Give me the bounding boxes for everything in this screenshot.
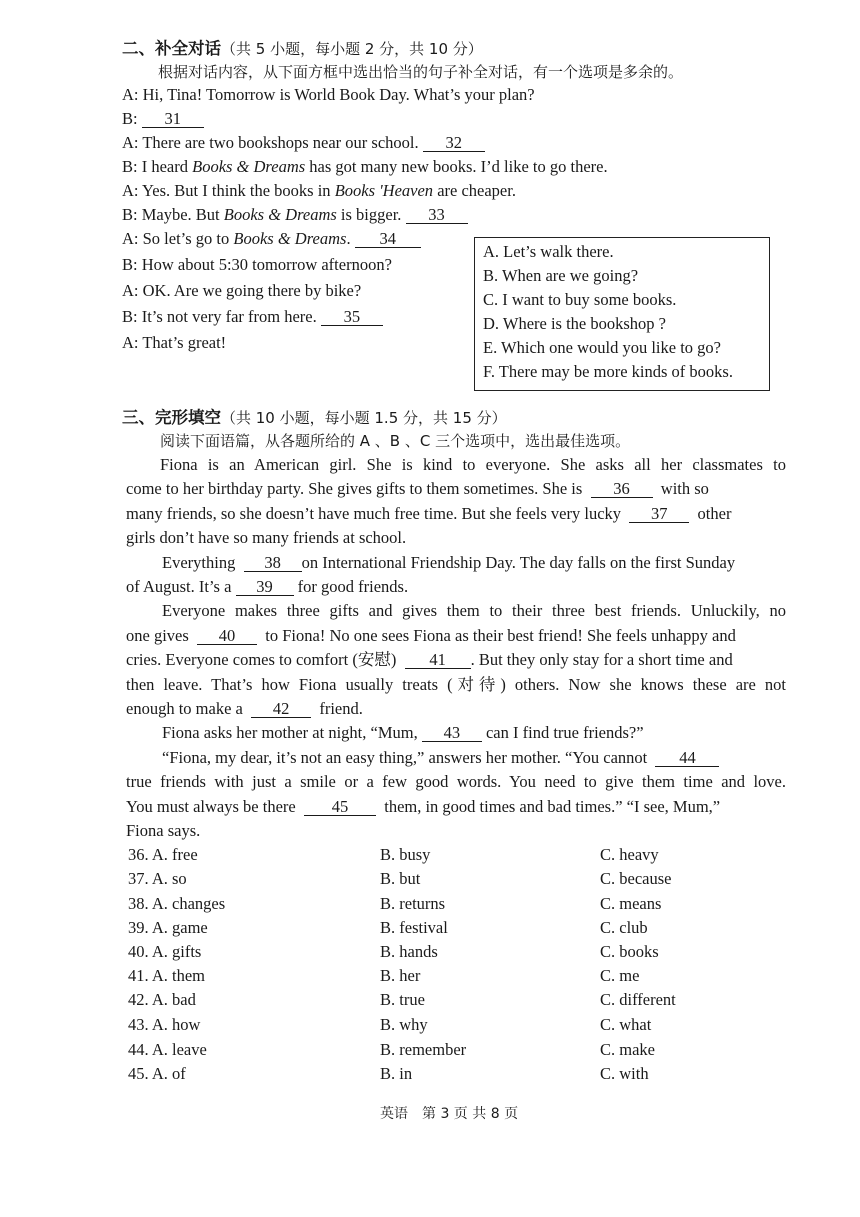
blank-35[interactable]: 35 bbox=[321, 308, 383, 326]
option-36-b[interactable]: B. busy bbox=[380, 845, 431, 864]
section3-meta: （共 10 小题，每小题 1.5 分，共 15 分） bbox=[221, 409, 507, 427]
box-option-f: F. There may be more kinds of books. bbox=[483, 362, 733, 381]
dialogue-line-5: A: Yes. But I think the books in Books 'Heaven are cheaper. bbox=[122, 181, 516, 200]
dialogue-line-4: B: I heard Books & Dreams has got many new books. I’d like to go there. bbox=[122, 157, 608, 176]
option-42-c[interactable]: C. different bbox=[600, 990, 676, 1009]
option-38-c[interactable]: C. means bbox=[600, 894, 662, 913]
passage-line: Fiona asks her mother at night, “Mum, 43 can I find true friends?” bbox=[162, 723, 644, 743]
section2-instruction: 根据对话内容，从下面方框中选出恰当的句子补全对话，有一个选项是多余的。 bbox=[158, 63, 684, 81]
dialogue-line-7: A: So let’s go to Books & Dreams. 34 bbox=[122, 229, 421, 249]
blank-34[interactable]: 34 bbox=[355, 230, 421, 248]
option-44-c[interactable]: C. make bbox=[600, 1040, 655, 1059]
section2-title: 二、补全对话 bbox=[122, 39, 221, 58]
blank-41[interactable]: 41 bbox=[405, 651, 471, 669]
box-option-d: D. Where is the bookshop ? bbox=[483, 314, 666, 333]
page-footer: 英语 第 3 页 共 8 页 bbox=[380, 1106, 519, 1122]
option-39-c[interactable]: C. club bbox=[600, 918, 648, 937]
blank-43[interactable]: 43 bbox=[422, 724, 482, 742]
option-41-a[interactable]: 41. A. them bbox=[128, 966, 205, 985]
passage-line: of August. It’s a 39 for good friends. bbox=[126, 577, 409, 597]
options-box bbox=[474, 237, 770, 391]
passage-line: You must always be there 45 them, in good times and bad times.” “I see, Mum,” bbox=[126, 796, 721, 816]
blank-37[interactable]: 37 bbox=[629, 505, 689, 523]
blank-31[interactable]: 31 bbox=[142, 110, 204, 128]
blank-40[interactable]: 40 bbox=[197, 627, 257, 645]
blank-42[interactable]: 42 bbox=[251, 700, 311, 718]
dialogue-line-3: A: There are two bookshops near our school. 32 bbox=[122, 133, 485, 153]
option-45-c[interactable]: C. with bbox=[600, 1064, 649, 1083]
option-40-b[interactable]: B. hands bbox=[380, 942, 438, 961]
option-39-a[interactable]: 39. A. game bbox=[128, 918, 208, 937]
dialogue-line-9: A: OK. Are we going there by bike? bbox=[122, 281, 362, 300]
option-37-c[interactable]: C. because bbox=[600, 869, 672, 888]
dialogue-line-1: A: Hi, Tina! Tomorrow is World Book Day. What’s your plan? bbox=[122, 85, 535, 104]
dialogue-line-6: B: Maybe. But Books & Dreams is bigger. 33 bbox=[122, 205, 468, 225]
option-43-c[interactable]: C. what bbox=[600, 1015, 652, 1034]
box-option-b: B. When are we going? bbox=[483, 266, 639, 285]
option-42-a[interactable]: 42. A. bad bbox=[128, 990, 196, 1009]
option-36-a[interactable]: 36. A. free bbox=[128, 845, 198, 864]
passage-line: one gives 40 to Fiona! No one sees Fiona as their best friend! She feels unhappy and bbox=[126, 625, 736, 645]
box-option-c: C. I want to buy some books. bbox=[483, 290, 677, 309]
blank-45[interactable]: 45 bbox=[304, 798, 376, 816]
option-42-b[interactable]: B. true bbox=[380, 990, 425, 1009]
passage-line: true friends with just a smile or a few good words. You need to give them time and love. bbox=[126, 772, 786, 792]
blank-44[interactable]: 44 bbox=[655, 749, 719, 767]
passage-line: Everything 38 on International Friendship Day. The day falls on the first Sunday bbox=[162, 552, 736, 572]
option-40-a[interactable]: 40. A. gifts bbox=[128, 942, 202, 961]
blank-39[interactable]: 39 bbox=[236, 578, 294, 596]
blank-32[interactable]: 32 bbox=[423, 134, 485, 152]
dialogue-line-10: B: It’s not very far from here. 35 bbox=[122, 307, 383, 327]
option-37-b[interactable]: B. but bbox=[380, 869, 421, 888]
option-44-a[interactable]: 44. A. leave bbox=[128, 1040, 207, 1059]
blank-33[interactable]: 33 bbox=[406, 206, 468, 224]
passage-line: then leave. That’s how Fiona usually treats (对待) others. Now she knows these are not bbox=[126, 674, 786, 694]
option-39-b[interactable]: B. festival bbox=[380, 918, 448, 937]
dialogue-line-2: B: 31 bbox=[122, 109, 204, 129]
passage-line: Everyone makes three gifts and gives them to their three best friends. Unluckily, no bbox=[162, 601, 786, 621]
option-41-c[interactable]: C. me bbox=[600, 966, 640, 985]
passage-line: Fiona is an American girl. She is kind to everyone. She asks all her classmates to bbox=[160, 455, 786, 474]
blank-36[interactable]: 36 bbox=[591, 480, 653, 498]
dialogue-line-11: A: That’s great! bbox=[122, 333, 227, 352]
blank-38[interactable]: 38 bbox=[244, 554, 302, 572]
option-36-c[interactable]: C. heavy bbox=[600, 845, 659, 864]
section2-heading bbox=[122, 35, 483, 59]
dialogue-line-8: B: How about 5:30 tomorrow afternoon? bbox=[122, 255, 392, 274]
passage-line: Fiona says. bbox=[126, 821, 201, 841]
box-option-a: A. Let’s walk there. bbox=[483, 242, 614, 261]
section2-meta: （共 5 小题，每小题 2 分，共 10 分） bbox=[221, 40, 483, 58]
section3-instruction: 阅读下面语篇，从各题所给的 A 、B 、C 三个选项中，选出最佳选项。 bbox=[160, 432, 631, 450]
passage-line: come to her birthday party. She gives gifts to them sometimes. She is 36 with so bbox=[126, 479, 709, 499]
option-43-b[interactable]: B. why bbox=[380, 1015, 428, 1034]
option-38-b[interactable]: B. returns bbox=[380, 894, 446, 913]
option-43-a[interactable]: 43. A. how bbox=[128, 1015, 201, 1034]
option-41-b[interactable]: B. her bbox=[380, 966, 421, 985]
passage bbox=[126, 453, 786, 844]
passage-line: enough to make a 42 friend. bbox=[126, 699, 363, 719]
option-45-a[interactable]: 45. A. of bbox=[128, 1064, 186, 1083]
option-37-a[interactable]: 37. A. so bbox=[128, 869, 187, 888]
option-38-a[interactable]: 38. A. changes bbox=[128, 894, 226, 913]
option-44-b[interactable]: B. remember bbox=[380, 1040, 467, 1059]
option-40-c[interactable]: C. books bbox=[600, 942, 659, 961]
passage-line: girls don’t have so many friends at school. bbox=[126, 528, 407, 548]
option-45-b[interactable]: B. in bbox=[380, 1064, 413, 1083]
section3-heading bbox=[122, 404, 507, 428]
section3-title: 三、完形填空 bbox=[122, 408, 221, 427]
passage-line: cries. Everyone comes to comfort (安慰) 41 . But they only stay for a short time and bbox=[126, 650, 733, 670]
passage-line: many friends, so she doesn’t have much free time. But she feels very lucky 37 other bbox=[126, 503, 732, 523]
passage-line: “Fiona, my dear, it’s not an easy thing,” answers her mother. “You cannot 44 bbox=[126, 746, 786, 770]
box-option-e: E. Which one would you like to go? bbox=[483, 338, 721, 357]
